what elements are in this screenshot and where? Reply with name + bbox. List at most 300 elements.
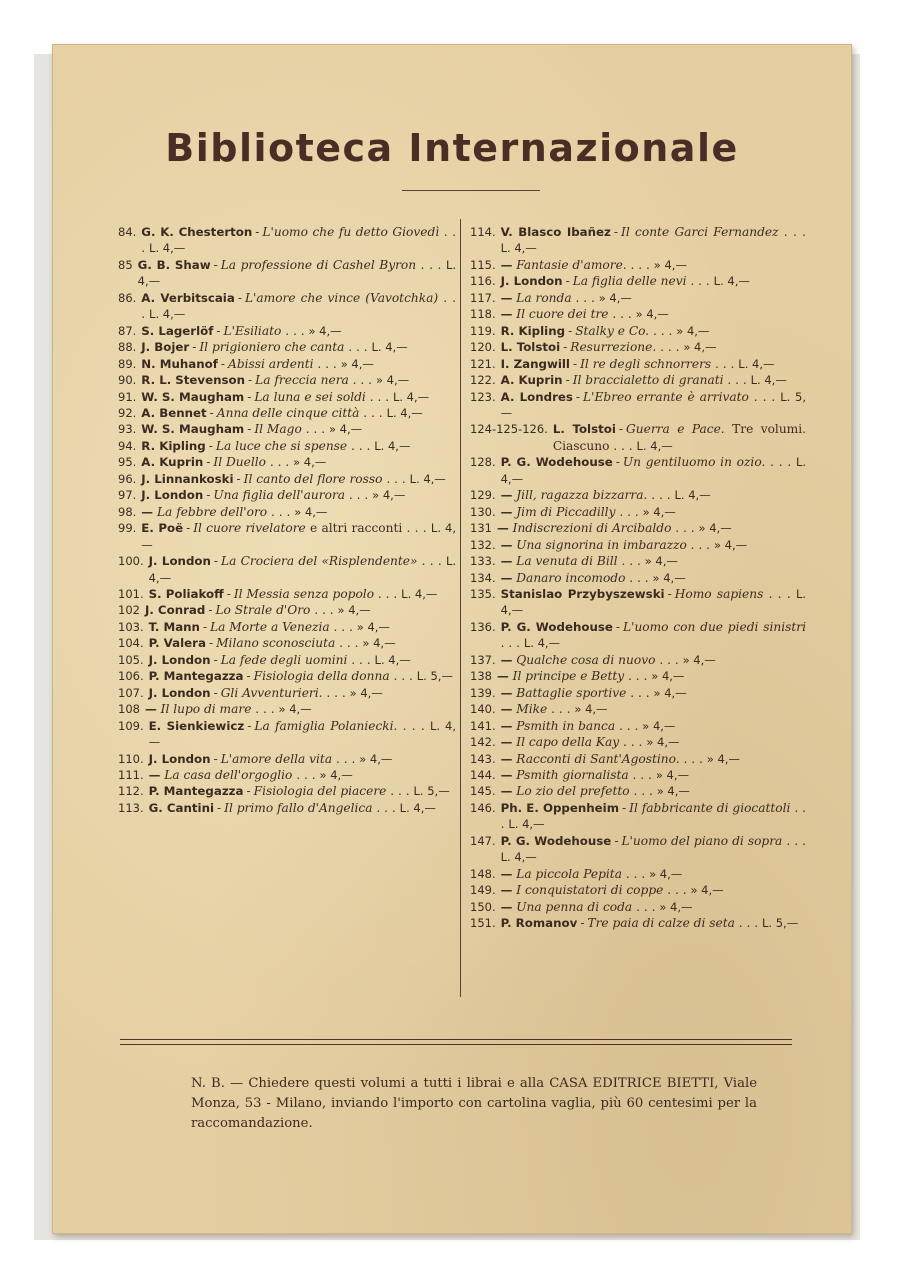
entry-title: Anna delle cinque città xyxy=(216,405,360,420)
entry-title: La Crociera del «Risplendente» xyxy=(221,554,418,569)
entry-title: La Morte a Venezia xyxy=(210,619,330,634)
entry-price: L. 5,— xyxy=(500,389,806,420)
entry-separator: - xyxy=(614,833,619,848)
entry-author: Ph. E. Oppenheim xyxy=(500,800,619,815)
entry-number: 138 xyxy=(470,669,492,684)
entry-body: — Il cuore dei tre . . . » 4,— xyxy=(500,307,669,322)
entry-price: L. 5,— xyxy=(416,669,453,684)
entry-separator: - xyxy=(565,373,570,388)
entry-price: » 4,— xyxy=(337,603,371,618)
entry-body: J. Conrad - Lo Strale d'Oro . . . » 4,— xyxy=(144,603,371,618)
entry-author: — xyxy=(144,702,157,717)
entry-author: J. London xyxy=(148,751,211,766)
entry-number: 147. xyxy=(470,833,496,848)
entry-price: » 4,— xyxy=(656,784,690,799)
entry-separator: - xyxy=(226,586,231,601)
entry-body: J. London - La figlia delle nevi . . . L. 4,— xyxy=(500,274,750,289)
entry-author: — xyxy=(141,504,154,519)
entry-author: I. Zangwill xyxy=(500,356,570,371)
entry-body: J. London - L'amore della vita . . . » 4,— xyxy=(148,751,393,766)
entry-author: L. Tolstoi xyxy=(552,422,616,437)
entry-title: Lo Strale d'Oro xyxy=(215,603,311,618)
entry-title: Il conte Garci Fernandez xyxy=(621,225,779,239)
entry-price: » 4,— xyxy=(362,636,396,651)
entry-body: A. Kuprin - Il braccialetto di granati . . . L. 4,— xyxy=(500,373,787,388)
entry-number: 104. xyxy=(118,636,144,651)
catalog-entry xyxy=(118,718,456,751)
entry-title: Psmith in banca xyxy=(516,718,616,733)
entry-separator: - xyxy=(615,619,620,634)
entry-author: — xyxy=(148,767,161,782)
cover-title: Biblioteca Internazionale xyxy=(165,126,739,170)
entry-author: — xyxy=(500,866,513,881)
entry-author: — xyxy=(500,767,513,782)
entry-body: P. Romanov - Tre paia di calze di seta . . . L. 5,— xyxy=(500,916,799,931)
entry-price: L. 4,— xyxy=(148,554,457,585)
catalog-entry xyxy=(470,701,806,717)
entry-number: 94. xyxy=(118,438,137,453)
entry-author: — xyxy=(496,521,509,536)
entry-author: J. London xyxy=(500,274,563,289)
catalog-entry xyxy=(118,800,456,816)
entry-separator: - xyxy=(247,389,252,404)
entry-price: L. 4,— xyxy=(750,373,787,388)
entry-body: Stanislao Przybyszewski - Homo sapiens . . . L. 4,— xyxy=(500,586,806,618)
entry-title: La venuta di Bill xyxy=(516,554,618,569)
entry-separator: - xyxy=(213,751,218,766)
catalog-entry xyxy=(470,800,806,833)
entry-title: I conquistatori di coppe xyxy=(516,883,664,898)
catalog-entry xyxy=(118,635,456,651)
entry-separator: - xyxy=(208,636,214,651)
entry-title: Racconti di Sant'Agostino. xyxy=(516,751,680,766)
entry-body: — La casa dell'orgoglio . . . » 4,— xyxy=(148,767,353,782)
entry-body: J. Linnankoski - Il canto del flore rosso . . . L. 4,— xyxy=(141,471,446,486)
entry-title: Una penna di coda xyxy=(516,899,633,914)
entry-price: L. 4,— xyxy=(508,817,545,832)
entry-number: 131 xyxy=(470,521,492,536)
entry-title: La figlia delle nevi xyxy=(572,274,687,289)
entry-title: Milano sconosciuta xyxy=(216,636,336,651)
entry-author: G. B. Shaw xyxy=(137,257,211,272)
entry-separator: - xyxy=(186,521,191,536)
entry-body: R. L. Stevenson - La freccia nera . . . » 4,— xyxy=(141,373,410,388)
entry-price: » 4,— xyxy=(349,685,383,700)
catalog-entry xyxy=(118,339,456,355)
entry-price: » 4,— xyxy=(294,504,328,519)
entry-price: L. 4,— xyxy=(713,274,750,289)
entry-number: 144. xyxy=(470,767,496,782)
title-rule xyxy=(402,190,540,191)
entry-separator: - xyxy=(213,652,218,667)
entry-separator: - xyxy=(192,340,197,355)
entry-number: 89. xyxy=(118,356,137,371)
entry-price: L. 4,— xyxy=(674,488,711,503)
entry-body: G. B. Shaw - La professione di Cashel Byron . . . L. 4,— xyxy=(137,257,456,289)
entry-title: Il Mago xyxy=(254,422,302,437)
catalog-entry xyxy=(118,421,456,437)
entry-price: » 4,— xyxy=(319,767,353,782)
catalog-entry xyxy=(470,899,806,915)
entry-author: P. G. Wodehouse xyxy=(500,455,613,470)
entry-author: P. Valera xyxy=(148,636,206,651)
entry-author: J. London xyxy=(141,488,204,503)
entry-title: La piccola Pepita xyxy=(516,866,622,881)
entry-price: L. 5,— xyxy=(762,916,799,931)
entry-body: P. Valera - Milano sconosciuta . . . » 4,— xyxy=(148,636,396,651)
entry-author: — xyxy=(500,784,513,799)
entry-body: J. London - La Crociera del «Risplendente» . . . L. 4,— xyxy=(148,554,457,585)
entry-body: — Una penna di coda . . . » 4,— xyxy=(500,899,693,914)
entry-author: — xyxy=(500,702,513,717)
entry-body: — Mike . . . » 4,— xyxy=(500,702,608,717)
entry-title: L'amore della vita xyxy=(220,751,333,766)
catalog-entry xyxy=(470,570,806,586)
entry-body: L. Tolstoi - Guerra e Pace. Tre volumi. Ciascuno . . . L. 4,— xyxy=(552,422,807,453)
entry-number: 106. xyxy=(118,669,144,684)
entry-separator: - xyxy=(667,586,672,601)
entry-price: L. 4,— xyxy=(500,241,537,256)
entry-number: 111. xyxy=(118,767,144,782)
entry-price: » 4,— xyxy=(676,323,710,338)
entry-body: — Racconti di Sant'Agostino. . . . » 4,— xyxy=(500,751,740,766)
catalog-entry xyxy=(470,767,806,783)
entry-title: Il Messia senza popolo xyxy=(233,586,375,601)
entry-number: 120. xyxy=(470,340,496,355)
catalog-entry xyxy=(470,668,806,684)
catalog-entry xyxy=(470,652,806,668)
catalog-entry xyxy=(470,734,806,750)
entry-title: Il lupo di mare xyxy=(160,702,252,717)
entry-title: Il cuore rivelatore xyxy=(193,521,306,536)
catalog-entry xyxy=(470,783,806,799)
catalog-entry xyxy=(118,504,456,520)
entry-separator: - xyxy=(618,422,624,437)
entry-body: P. G. Wodehouse - Un gentiluomo in ozio. . . . L. 4,— xyxy=(500,455,807,486)
entry-number: 88. xyxy=(118,340,137,355)
catalog-entry xyxy=(118,454,456,470)
entry-body: — Psmith giornalista . . . » 4,— xyxy=(500,767,689,782)
entry-body: A. Londres - L'Ebreo errante è arrivato . . . L. 5,— xyxy=(500,389,806,420)
catalog-entry xyxy=(118,356,456,372)
entry-number: 98. xyxy=(118,504,137,519)
entry-body: E. Poë - Il cuore rivelatore e altri racconti . . . L. 4,— xyxy=(141,521,456,552)
entry-number: 113. xyxy=(118,800,144,815)
entry-body: P. G. Wodehouse - L'uomo del piano di sopra . . . L. 4,— xyxy=(500,833,806,865)
catalog-entry xyxy=(118,553,456,586)
entry-price: » 4,— xyxy=(659,899,693,914)
entry-title: Fisiologia del piacere xyxy=(253,784,387,799)
entry-title: Il Duello xyxy=(213,455,266,470)
entry-author: — xyxy=(500,504,513,519)
entry-body: R. Kipling - La luce che si spense . . . L. 4,— xyxy=(141,438,411,453)
entry-author: T. Mann xyxy=(148,619,200,634)
entry-separator: - xyxy=(575,389,581,404)
entry-title: Jill, ragazza bizzarra. xyxy=(516,488,648,503)
catalog-entry xyxy=(470,273,806,289)
entry-author: — xyxy=(500,751,513,766)
entry-price: L. 4,— xyxy=(738,356,775,371)
entry-price: » 4,— xyxy=(653,685,687,700)
catalog-entry xyxy=(470,224,806,257)
catalog-entry xyxy=(118,767,456,783)
entry-separator: - xyxy=(208,438,213,453)
catalog-entry xyxy=(118,487,456,503)
entry-body: — La febbre dell'oro . . . » 4,— xyxy=(141,504,328,519)
entry-author: — xyxy=(500,652,513,667)
catalog-entry xyxy=(118,685,456,701)
entry-number: 101. xyxy=(118,586,144,601)
entry-price: L. 4,— xyxy=(148,718,457,750)
catalog-entry xyxy=(470,504,806,520)
entry-price: » 4,— xyxy=(698,521,732,536)
catalog-entry xyxy=(118,372,456,388)
entry-separator: - xyxy=(213,685,218,700)
entry-title: Fisiologia della donna xyxy=(253,669,390,684)
entry-title: Stalky e Co. xyxy=(575,323,650,338)
entry-price: » 4,— xyxy=(278,702,312,717)
entry-title: La famiglia Polaniecki. xyxy=(254,718,398,733)
entry-author: — xyxy=(500,883,513,898)
entry-body: J. London - Una figlia dell'aurora . . . » 4,— xyxy=(141,488,406,503)
book-back-cover xyxy=(52,44,852,1234)
entry-author: — xyxy=(500,735,513,750)
catalog-entry xyxy=(470,339,806,355)
entry-number: 96. xyxy=(118,471,137,486)
entry-body: N. Muhanof - Abissi ardenti . . . » 4,— xyxy=(141,356,374,371)
entry-title: Il capo della Kay xyxy=(516,735,620,750)
entry-author: A. Verbitscaia xyxy=(141,290,235,305)
entry-number: 108 xyxy=(118,702,140,717)
entry-body: — Il lupo di mare . . . » 4,— xyxy=(144,702,312,717)
catalog-entry xyxy=(118,751,456,767)
entry-price: L. 4,— xyxy=(149,241,186,256)
entry-author: L. Tolstoi xyxy=(500,340,561,355)
entry-body: V. Blasco Ibañez - Il conte Garci Fernandez . . . L. 4,— xyxy=(500,225,806,256)
entry-price: L. 4,— xyxy=(523,636,561,651)
entry-title: L'Ebreo errante è arrivato xyxy=(583,389,749,404)
entry-price: » 4,— xyxy=(706,751,740,766)
entry-separator: - xyxy=(213,257,218,272)
entry-separator: - xyxy=(237,290,242,305)
entry-body: Ph. E. Oppenheim - Il fabbricante di giocattoli . . . L. 4,— xyxy=(500,800,806,832)
entry-number: 135. xyxy=(470,586,496,601)
entry-body: W. S. Maugham - Il Mago . . . » 4,— xyxy=(141,422,363,437)
entry-price: » 4,— xyxy=(574,702,608,717)
entry-title: Danaro incomodo xyxy=(516,570,626,585)
entry-number: 140. xyxy=(470,702,496,717)
entry-number: 137. xyxy=(470,652,496,667)
entry-price: L. 4,— xyxy=(371,340,408,355)
entry-number: 150. xyxy=(470,899,496,914)
entry-number: 90. xyxy=(118,373,137,388)
entry-number: 142. xyxy=(470,735,496,750)
entry-title: Tre paia di calze di seta xyxy=(587,916,735,931)
catalog-entry xyxy=(470,718,806,734)
entry-price: » 4,— xyxy=(372,488,406,503)
entry-title: Abissi ardenti xyxy=(228,356,314,371)
entry-author: — xyxy=(500,488,513,503)
entry-number: 92. xyxy=(118,405,137,420)
entry-separator: - xyxy=(613,225,619,239)
entry-body: — Danaro incomodo . . . » 4,— xyxy=(500,570,686,585)
entry-separator: - xyxy=(206,455,211,470)
entry-number: 146. xyxy=(470,800,496,815)
entry-body: J. London - Gli Avventurieri. . . . » 4,— xyxy=(148,685,383,700)
entry-title: La casa dell'orgoglio xyxy=(164,767,293,782)
catalog-column-left xyxy=(118,224,456,816)
entry-number: 85 xyxy=(118,257,133,272)
catalog-entry xyxy=(470,421,806,454)
entry-price: L. 4,— xyxy=(399,800,436,815)
entry-number: 130. xyxy=(470,504,496,519)
catalog-entry xyxy=(470,389,806,422)
entry-number: 95. xyxy=(118,455,137,470)
entry-number: 122. xyxy=(470,373,496,388)
entry-author: A. Londres xyxy=(500,389,573,404)
entry-separator: - xyxy=(220,356,226,371)
entry-separator: - xyxy=(568,323,573,338)
entry-body: A. Kuprin - Il Duello . . . » 4,— xyxy=(141,455,327,470)
catalog-entry xyxy=(470,915,806,931)
entry-separator: - xyxy=(622,800,627,815)
catalog-entry xyxy=(470,553,806,569)
entry-separator: - xyxy=(248,373,253,388)
entry-separator: - xyxy=(572,356,578,371)
entry-price: » 4,— xyxy=(340,356,374,371)
order-note: N. B. — Chiedere questi volumi a tutti i librai e alla CASA EDITRICE BIETTI, Viale Monza, 53 - Milano, inviando l'importo con cartolina vaglia, più 60 centesimi per la raccomandazione. xyxy=(191,1076,757,1131)
entry-title: Il primo fallo d'Angelica xyxy=(224,800,373,815)
entry-number: 87. xyxy=(118,323,137,338)
entry-separator: - xyxy=(255,225,260,239)
entry-author: R. Kipling xyxy=(141,438,206,453)
entry-author: — xyxy=(500,307,513,322)
catalog-entry xyxy=(118,701,456,717)
entry-body: — Una signorina in imbarazzo . . . » 4,— xyxy=(500,537,748,552)
entry-number: 121. xyxy=(470,356,496,371)
catalog-entry xyxy=(118,520,456,553)
catalog-entry xyxy=(470,685,806,701)
entry-author: J. London xyxy=(148,652,211,667)
catalog-entry xyxy=(118,619,456,635)
entry-separator: - xyxy=(246,784,251,799)
entry-price: » 4,— xyxy=(651,669,685,684)
entry-price: » 4,— xyxy=(293,455,327,470)
entry-number: 143. xyxy=(470,751,496,766)
entry-price: L. 4,— xyxy=(500,586,806,618)
entry-number: 128. xyxy=(470,455,496,470)
entry-body: S. Poliakoff - Il Messia senza popolo . . . L. 4,— xyxy=(148,586,438,601)
entry-author: Stanislao Przybyszewski xyxy=(500,586,665,601)
entry-title: La fede degli uomini xyxy=(220,652,348,667)
entry-title: Il principe e Betty xyxy=(512,669,625,684)
entry-body: — Fantasie d'amore. . . . » 4,— xyxy=(500,257,687,272)
entry-number: 132. xyxy=(470,537,496,552)
entry-author: — xyxy=(496,669,509,684)
entry-author: — xyxy=(500,290,513,305)
entry-title: L'uomo del piano di sopra xyxy=(621,833,783,848)
entry-number: 123. xyxy=(470,389,496,404)
entry-title: Indiscrezioni di Arcibaldo xyxy=(512,521,672,536)
entry-number: 99. xyxy=(118,521,137,536)
entry-body: G. K. Chesterton - L'uomo che fu detto Giovedì . . . L. 4,— xyxy=(141,225,457,256)
entry-separator: - xyxy=(213,554,219,569)
column-divider xyxy=(460,219,461,997)
entry-author: — xyxy=(500,554,513,569)
entry-title: Guerra e Pace. xyxy=(626,422,725,437)
entry-price: L. 4,— xyxy=(409,471,446,486)
entry-body: S. Lagerlöf - L'Esiliato . . . » 4,— xyxy=(141,323,342,338)
entry-title: Homo sapiens xyxy=(674,586,764,601)
catalog-entry xyxy=(118,405,456,421)
entry-title: La freccia nera xyxy=(255,373,349,388)
entry-number: 112. xyxy=(118,784,144,799)
entry-extra: Tre volumi. Ciascuno xyxy=(552,422,807,453)
entry-price: L. 4,— xyxy=(401,586,438,601)
catalog-entry xyxy=(470,290,806,306)
entry-author: S. Poliakoff xyxy=(148,586,224,601)
catalog-entry xyxy=(470,323,806,339)
entry-title: L'uomo che fu detto Giovedì xyxy=(262,225,440,239)
catalog-entry xyxy=(470,257,806,273)
entry-separator: - xyxy=(216,323,221,338)
entry-body: — La ronda . . . » 4,— xyxy=(500,290,632,305)
entry-number: 133. xyxy=(470,554,496,569)
entry-title: La luna e sei soldi xyxy=(254,389,366,404)
entry-body: — Il capo della Kay . . . » 4,— xyxy=(500,735,680,750)
entry-title: L'amore che vince (Vavotchka) xyxy=(244,290,439,305)
entry-number: 84. xyxy=(118,225,137,239)
entry-extra: e altri racconti xyxy=(310,521,403,536)
entry-price: L. 4,— xyxy=(374,438,411,453)
entry-body: — I conquistatori di coppe . . . » 4,— xyxy=(500,883,724,898)
entry-number: 149. xyxy=(470,883,496,898)
entry-price: » 4,— xyxy=(308,323,342,338)
entry-body: — Psmith in banca . . . » 4,— xyxy=(500,718,676,733)
entry-number: 148. xyxy=(470,866,496,881)
entry-title: La professione di Cashel Byron xyxy=(220,257,417,272)
entry-author: G. K. Chesterton xyxy=(141,225,253,239)
entry-body: L. Tolstoi - Resurrezione. . . . » 4,— xyxy=(500,340,717,355)
entry-author: P. G. Wodehouse xyxy=(500,833,612,848)
catalog-entry xyxy=(118,224,456,257)
entry-title: Psmith giornalista xyxy=(516,767,629,782)
entry-author: — xyxy=(500,899,513,914)
catalog-entry xyxy=(470,882,806,898)
entry-number: 102 xyxy=(118,603,140,618)
entry-author: N. Muhanof xyxy=(141,356,218,371)
entry-author: P. Mantegazza xyxy=(148,669,244,684)
catalog-entry xyxy=(470,833,806,866)
entry-price: » 4,— xyxy=(644,554,678,569)
entry-body: E. Sienkiewicz - La famiglia Polaniecki. . . . L. 4,— xyxy=(148,718,457,750)
entry-title: Il cuore dei tre xyxy=(516,307,609,322)
entry-author: E. Sienkiewicz xyxy=(148,718,245,733)
entry-author: R. L. Stevenson xyxy=(141,373,246,388)
entry-title: Qualche cosa di nuovo xyxy=(516,652,656,667)
catalog-entry xyxy=(470,619,806,652)
entry-body: — Qualche cosa di nuovo . . . » 4,— xyxy=(500,652,716,667)
entry-price: » 4,— xyxy=(328,422,363,437)
catalog-entry xyxy=(118,586,456,602)
entry-title: Il braccialetto di granati xyxy=(572,373,724,388)
entry-body: — Jim di Piccadilly . . . » 4,— xyxy=(500,504,676,519)
entry-number: 107. xyxy=(118,685,144,700)
entry-title: Una signorina in imbarazzo xyxy=(516,537,687,552)
entry-body: — Jill, ragazza bizzarra. . . . L. 4,— xyxy=(500,488,711,503)
catalog-entry xyxy=(470,487,806,503)
entry-title: L'uomo con due piedi sinistri xyxy=(623,619,806,634)
